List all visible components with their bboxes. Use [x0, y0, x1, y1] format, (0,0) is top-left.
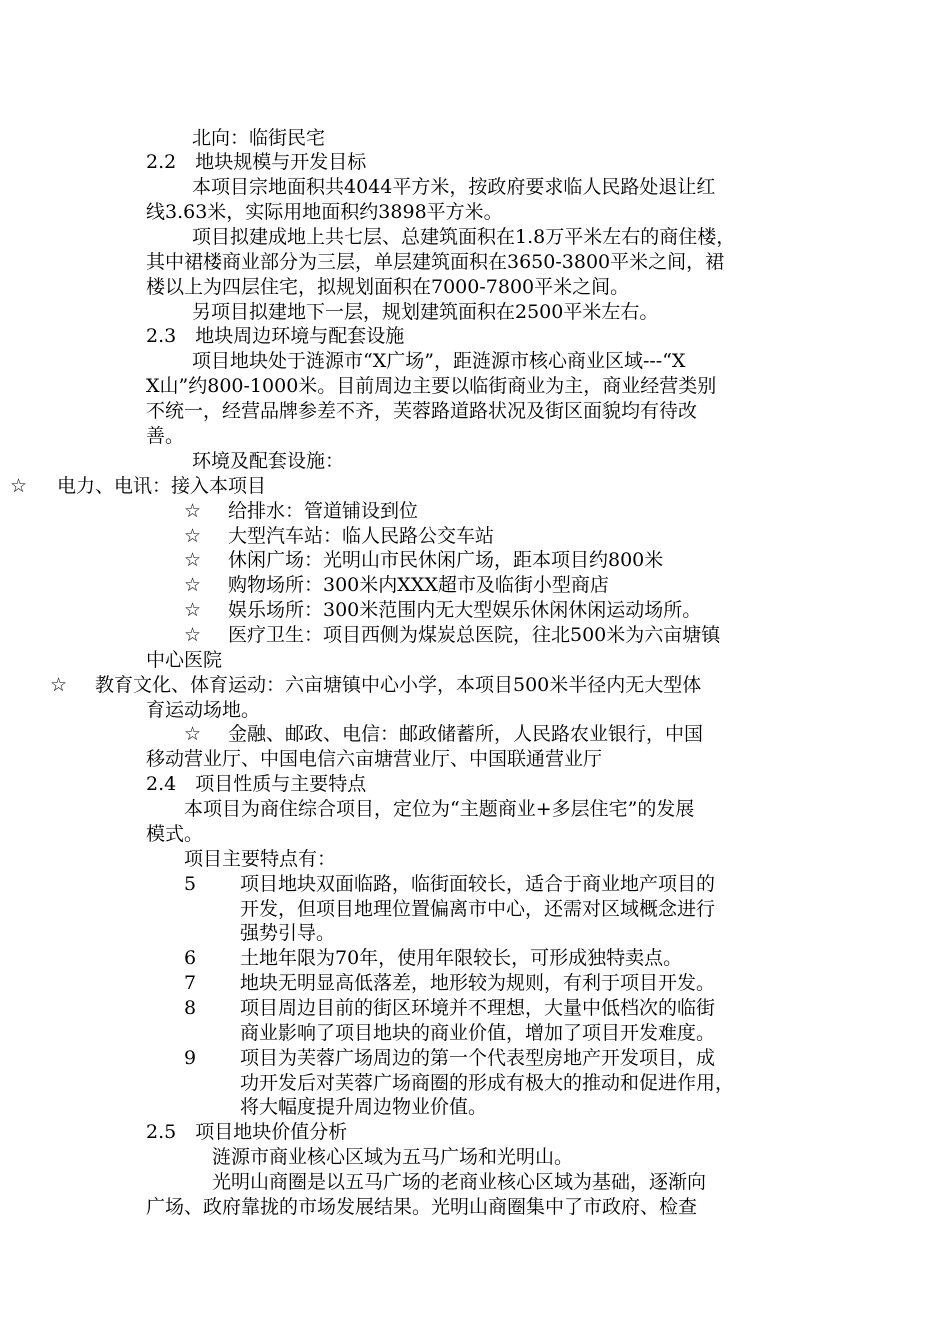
list-item: 给排水：管道铺设到位	[228, 500, 419, 522]
list-item: 电力、电讯：接入本项目	[57, 475, 267, 497]
list-item: 教育文化、体育运动：六亩塘镇中心小学，本项目500米半径内无大型体	[95, 674, 702, 696]
list-item: 大型汽车站：临人民路公交车站	[228, 525, 495, 547]
list-item: 金融、邮政、电信：邮政储蓄所，人民路农业银行，中国	[228, 723, 704, 745]
list-number: 5	[184, 873, 197, 895]
numbered-item: 项目地块双面临路，临街面较长，适合于商业地产项目的	[240, 873, 716, 895]
text-line: 模式。	[146, 823, 204, 845]
text-line: 另项目拟建地下一层，规划建筑面积在2500平米左右。	[192, 301, 659, 323]
numbered-item-continuation: 将大幅度提升周边物业价值。	[240, 1096, 488, 1118]
numbered-item: 地块无明显高低落差，地形较为规则，有利于项目开发。	[240, 972, 716, 994]
text-line: 北向：临街民宅	[192, 127, 326, 149]
numbered-item: 土地年限为70年，使用年限较长，可形成独特卖点。	[240, 947, 683, 969]
text-line: X山”约800-1000米。目前周边主要以临街商业为主，商业经营类别	[146, 375, 717, 397]
text-line: 线3.63米，实际用地面积约3898平方米。	[146, 201, 503, 223]
list-number: 8	[184, 997, 197, 1019]
star-bullet-icon: ☆	[184, 549, 202, 571]
numbered-item-continuation: 开发，但项目地理位置偏离市中心，还需对区域概念进行	[240, 898, 716, 920]
text-line: 不统一，经营品牌参差不齐，芙蓉路道路状况及街区面貌均有待改	[146, 400, 698, 422]
list-item: 购物场所：300米内XXX超市及临街小型商店	[228, 574, 609, 596]
text-line: 项目拟建成地上共七层、总建筑面积在1.8万平米左右的商住楼，	[192, 226, 736, 248]
text-line: 涟源市商业核心区域为五马广场和光明山。	[212, 1146, 574, 1168]
star-bullet-icon: ☆	[184, 599, 202, 621]
section-heading: 2.3 地块周边环境与配套设施	[146, 325, 405, 347]
text-line: 本项目宗地面积共4044平方米，按政府要求临人民路处退让红	[192, 176, 716, 198]
star-bullet-icon: ☆	[10, 475, 28, 497]
text-line: 广场、政府靠拢的市场发展结果。光明山商圈集中了市政府、检查	[146, 1196, 698, 1218]
text-line: 其中裙楼商业部分为三层，单层建筑面积在3650-3800平米之间，裙	[146, 251, 725, 273]
numbered-item-continuation: 功开发后对芙蓉广场商圈的形成有极大的推动和促进作用，	[240, 1072, 735, 1094]
section-heading: 2.5 项目地块价值分析	[146, 1121, 348, 1143]
numbered-item-continuation: 商业影响了项目地块的商业价值，增加了项目开发难度。	[240, 1022, 716, 1044]
text-line: 项目地块处于涟源市“X广场”，距涟源市核心商业区域---“X	[192, 350, 686, 372]
list-item: 娱乐场所：300米范围内无大型娱乐休闲休闲运动场所。	[228, 599, 702, 621]
numbered-item-continuation: 强势引导。	[240, 922, 336, 944]
section-heading: 2.4 项目性质与主要特点	[146, 773, 367, 795]
text-line: 本项目为商住综合项目，定位为“主题商业+多层住宅”的发展	[184, 798, 695, 820]
list-item: 休闲广场：光明山市民休闲广场，距本项目约800米	[228, 549, 664, 571]
star-bullet-icon: ☆	[184, 525, 202, 547]
section-heading: 2.2 地块规模与开发目标	[146, 151, 367, 173]
list-number: 9	[184, 1047, 197, 1069]
list-number: 7	[184, 972, 197, 994]
list-item: 医疗卫生：项目西侧为煤炭总医院，往北500米为六亩塘镇	[228, 624, 721, 646]
star-bullet-icon: ☆	[184, 723, 202, 745]
text-line: 光明山商圈是以五马广场的老商业核心区域为基础，逐渐向	[212, 1171, 707, 1193]
list-number: 6	[184, 947, 197, 969]
list-item-continuation: 中心医院	[146, 649, 223, 671]
text-line: 项目主要特点有：	[184, 848, 337, 870]
numbered-item: 项目周边目前的街区环境并不理想，大量中低档次的临街	[240, 997, 716, 1019]
text-line: 善。	[146, 425, 185, 447]
star-bullet-icon: ☆	[50, 674, 68, 696]
list-item-continuation: 移动营业厅、中国电信六亩塘营业厅、中国联通营业厅	[146, 748, 603, 770]
star-bullet-icon: ☆	[184, 500, 202, 522]
numbered-item: 项目为芙蓉广场周边的第一个代表型房地产开发项目，成	[240, 1047, 716, 1069]
text-line: 楼以上为四层住宅，拟规划面积在7000-7800平米之间。	[146, 276, 630, 298]
list-item-continuation: 育运动场地。	[146, 699, 261, 721]
text-line: 环境及配套设施：	[192, 450, 345, 472]
star-bullet-icon: ☆	[184, 624, 202, 646]
star-bullet-icon: ☆	[184, 574, 202, 596]
